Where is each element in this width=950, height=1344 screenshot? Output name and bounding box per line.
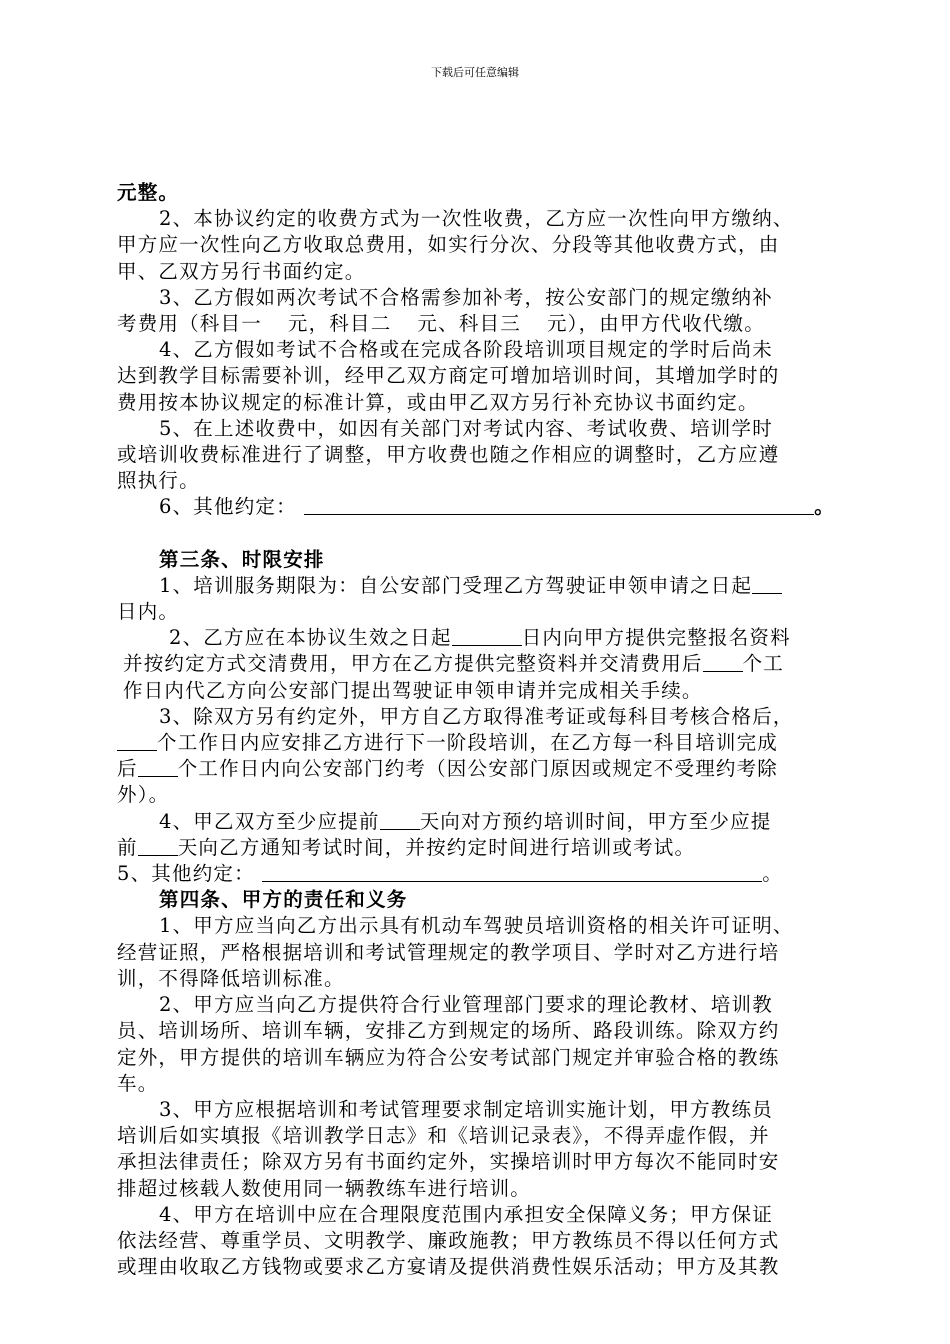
text-line bbox=[117, 651, 837, 677]
text-fragment: 日内向甲方提供完整报名资料 bbox=[521, 626, 791, 650]
art4-clause-2 bbox=[117, 992, 837, 1097]
text-line: 2、甲方应当向乙方提供符合行业管理部门要求的理论教材、培训教 bbox=[159, 993, 773, 1017]
text-fragment: 元、科目三 bbox=[417, 312, 521, 336]
text-line: 3、乙方假如两次考试不合格需参加补考，按公安部门的规定缴纳补 bbox=[159, 285, 773, 309]
art4-clause-3 bbox=[117, 1097, 837, 1202]
text-fragment: 。 bbox=[814, 495, 835, 519]
text-line: 4、甲方在培训中应在合理限度范围内承担安全保障义务；甲方保证 bbox=[159, 1202, 773, 1226]
art3-clause-2 bbox=[117, 625, 837, 704]
text-fragment: 后 bbox=[117, 757, 138, 781]
fill-blank bbox=[380, 811, 420, 830]
text-line: 或理由收取乙方钱物或要求乙方宴请及提供消费性娱乐活动；甲方及其教 bbox=[117, 1255, 780, 1279]
text-fragment: 2、乙方应在本协议生效之日起 bbox=[169, 626, 452, 650]
text-line: 车。 bbox=[117, 1071, 159, 1095]
text-line: 定外，甲方提供的培训车辆应为符合公安考试部门规定并审验合格的教练 bbox=[117, 1045, 780, 1069]
art4-clause-4 bbox=[117, 1202, 837, 1281]
art3-clause-1 bbox=[117, 573, 837, 625]
text-line: 达到教学目标需要补训，经甲乙双方商定可增加培训时间，其增加学时的 bbox=[117, 364, 780, 388]
text-line: 承担法律责任；除双方另有书面约定外，实操培训时甲方每次不能同时安 bbox=[117, 1150, 780, 1174]
text-line: 依法经营、尊重学员、文明教学、廉政施教；甲方教练员不得以任何方式 bbox=[117, 1228, 780, 1252]
art3-clause-5 bbox=[117, 861, 837, 887]
text-fragment: 元），由甲方代收代缴。 bbox=[546, 312, 765, 336]
text-line: 作日内代乙方向公安部门提出驾驶证申领申请并完成相关手续。 bbox=[123, 678, 703, 702]
text-fragment: 元，科目二 bbox=[287, 312, 392, 336]
fill-blank bbox=[117, 732, 157, 751]
fee-amount-end: 元整。 bbox=[117, 181, 180, 204]
text-fragment: 前 bbox=[117, 835, 138, 859]
text-line bbox=[117, 625, 837, 651]
text-fragment: 天向乙方通知考试时间，并按约定时间进行培训或考试。 bbox=[177, 835, 696, 859]
page-header: 下载后可任意编辑 bbox=[431, 66, 519, 79]
text-line: 3、甲方应根据培训和考试管理要求制定培训实施计划，甲方教练员 bbox=[159, 1097, 773, 1121]
text-fragment: 考费用（科目一 bbox=[117, 312, 262, 336]
fill-blank bbox=[452, 627, 522, 646]
art3-clause-4 bbox=[117, 809, 837, 861]
text-line: 排超过核载人数使用同一辆教练车进行培训。 bbox=[117, 1176, 532, 1200]
fill-blank bbox=[703, 653, 743, 672]
text-line: 照执行。 bbox=[117, 469, 200, 493]
text-line: 费用按本协议规定的标准计算，或由甲乙双方另行补充协议书面约定。 bbox=[117, 390, 759, 414]
text-line: 4、乙方假如考试不合格或在完成各阶段培训项目规定的学时后尚未 bbox=[159, 338, 773, 362]
text-fragment: 并按约定方式交清费用，甲方在乙方提供完整资料并交清费用后 bbox=[123, 652, 703, 676]
text-line bbox=[117, 809, 837, 835]
text-fragment: 1、培训服务期限为：自公安部门受理乙方驾驶证申领申请之日起 bbox=[159, 573, 753, 597]
text-fragment: 个工 bbox=[742, 652, 785, 676]
text-line: 外）。 bbox=[117, 783, 170, 807]
text-fragment: 5、其他约定： bbox=[117, 862, 255, 886]
text-line: 3、除双方另有约定外，甲方自乙方取得准考证或每科目考核合格后， bbox=[159, 704, 794, 728]
fill-blank bbox=[304, 496, 814, 515]
fill-blank bbox=[138, 758, 178, 777]
text-line bbox=[117, 730, 837, 756]
text-line bbox=[117, 573, 837, 599]
text-line: 员、培训场所、培训车辆，安排乙方到规定的场所、路段训练。除双方约 bbox=[117, 1019, 780, 1043]
text-fragment: 4、甲乙双方至少应提前 bbox=[159, 809, 380, 833]
fee-clause-6 bbox=[117, 494, 837, 520]
text-line: 1、甲方应当向乙方出示具有机动车驾驶员培训资格的相关许可证明、 bbox=[159, 914, 794, 938]
article-4-title: 第四条、甲方的责任和义务 bbox=[159, 888, 408, 912]
text-line: 2、本协议约定的收费方式为一次性收费，乙方应一次性向甲方缴纳、 bbox=[159, 207, 794, 231]
text-line: 甲方应一次性向乙方收取总费用，如实行分次、分段等其他收费方式，由 bbox=[117, 233, 780, 257]
fee-clause-5 bbox=[117, 416, 837, 495]
text-line: 培训后如实填报《培训教学日志》和《培训记录表》，不得弄虚作假，并 bbox=[117, 1124, 770, 1148]
text-fragment: 。 bbox=[762, 862, 783, 886]
fill-blank bbox=[752, 575, 782, 594]
art4-clause-1 bbox=[117, 913, 837, 992]
text-line bbox=[117, 311, 837, 337]
fee-clause-3 bbox=[117, 285, 837, 337]
text-line bbox=[117, 835, 837, 861]
text-line: 或培训收费标准进行了调整，甲方收费也随之作相应的调整时，乙方应遵 bbox=[117, 443, 780, 467]
text-line: 甲、乙双方另行书面约定。 bbox=[117, 259, 366, 283]
fee-clause-4 bbox=[117, 337, 837, 416]
fee-clause-2 bbox=[117, 206, 837, 285]
text-fragment: 个工作日内应安排乙方进行下一阶段培训，在乙方每一科目培训完成 bbox=[157, 731, 779, 755]
text-fragment: 天向对方预约培训时间，甲方至少应提 bbox=[419, 809, 772, 833]
text-line: 训，不得降低培训标准。 bbox=[117, 966, 345, 990]
document-body bbox=[117, 180, 837, 1280]
text-fragment: 6、其他约定： bbox=[159, 495, 297, 519]
article-3-title: 第三条、时限安排 bbox=[159, 547, 325, 571]
fill-blank bbox=[138, 837, 178, 856]
text-fragment: 个工作日内向公安部门约考（因公安部门原因或规定不受理约考除 bbox=[177, 757, 779, 781]
spacer bbox=[117, 521, 837, 547]
text-line bbox=[117, 756, 837, 782]
art3-clause-3 bbox=[117, 704, 837, 809]
fill-blank bbox=[262, 863, 762, 882]
text-line: 日内。 bbox=[117, 600, 180, 624]
text-line: 经营证照，严格根据培训和考试管理规定的教学项目、学时对乙方进行培 bbox=[117, 940, 780, 964]
text-line: 5、在上述收费中，如因有关部门对考试内容、考试收费、培训学时 bbox=[159, 416, 773, 440]
